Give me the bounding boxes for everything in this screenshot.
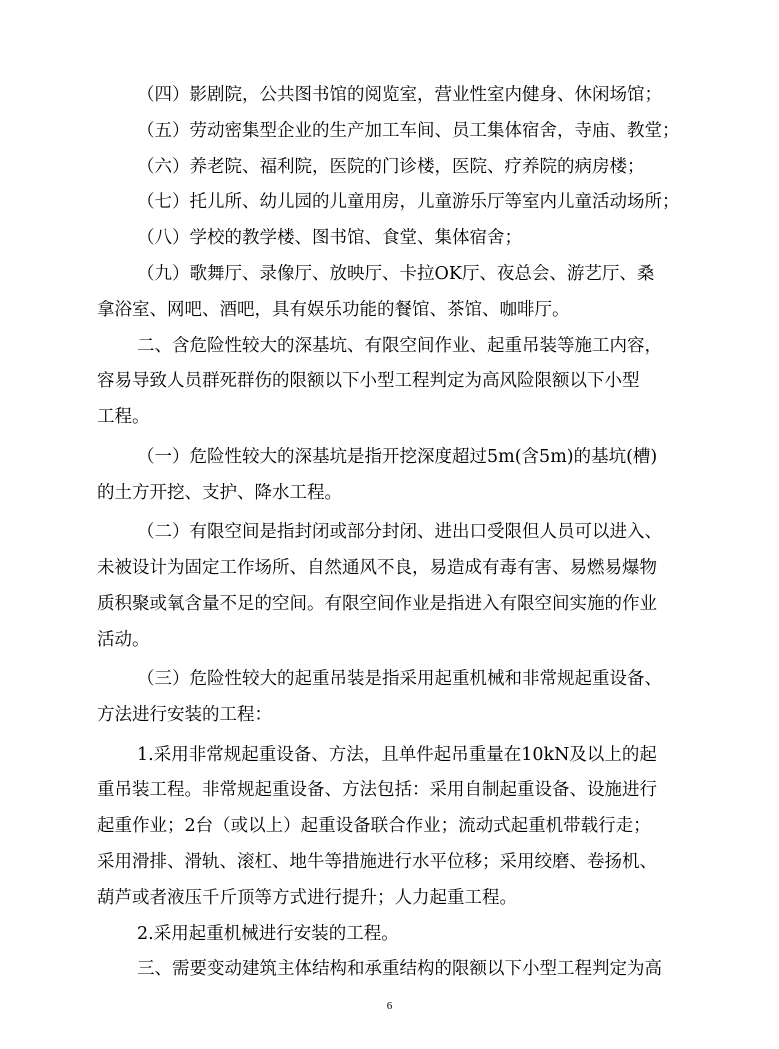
text-line: （七）托儿所、幼儿园的儿童用房，儿童游乐厅等室内儿童活动场所； xyxy=(137,192,680,213)
text-line: （九）歌舞厅、录像厅、放映厅、卡拉OK厅、夜总会、游艺厅、桑 xyxy=(137,263,655,284)
text-line: （三）危险性较大的起重吊装是指采用起重机械和非常规起重设备、 xyxy=(137,669,662,690)
text-line: 起重作业；2台（或以上）起重设备联合作业；流动式起重机带载行走； xyxy=(97,816,651,837)
text-line: 二、含危险性较大的深基坑、有限空间作业、起重吊装等施工内容， xyxy=(137,335,662,356)
text-line: （二）有限空间是指封闭或部分封闭、进出口受限但人员可以进入、 xyxy=(137,522,662,543)
body-text xyxy=(97,78,697,988)
text-line: 重吊装工程。非常规起重设备、方法包括：采用自制起重设备、设施进行 xyxy=(97,780,657,801)
text-line: 1.采用非常规起重设备、方法，且单件起吊重量在10kN及以上的起 xyxy=(137,744,657,765)
text-line: 拿浴室、网吧、酒吧，具有娱乐功能的餐馆、茶馆、咖啡厅。 xyxy=(97,299,570,320)
text-line: 活动。 xyxy=(97,629,150,650)
text-line: 未被设计为固定工作场所、自然通风不良，易造成有毒有害、易燃易爆物 xyxy=(97,557,657,578)
text-line: 采用滑排、滑轨、滚杠、地牛等措施进行水平位移；采用绞磨、卷扬机、 xyxy=(97,851,657,872)
text-line: 工程。 xyxy=(97,407,150,428)
text-line: 容易导致人员群死群伤的限额以下小型工程判定为高风险限额以下小型 xyxy=(97,371,640,392)
text-line: （一）危险性较大的深基坑是指开挖深度超过5m(含5m)的基坑(槽) xyxy=(137,446,658,467)
text-line: （五）劳动密集型企业的生产加工车间、员工集体宿舍，寺庙、教堂； xyxy=(137,120,680,141)
text-line: （四）影剧院，公共图书馆的阅览室，营业性室内健身、休闲场馆； xyxy=(137,85,662,105)
text-line: （六）养老院、福利院，医院的门诊楼，医院、疗养院的病房楼； xyxy=(137,156,645,177)
text-line: 2.采用起重机械进行安装的工程。 xyxy=(137,923,399,944)
text-line: 方法进行安装的工程： xyxy=(97,704,272,725)
text-line: 三、需要变动建筑主体结构和承重结构的限额以下小型工程判定为高 xyxy=(137,959,662,980)
text-line: 质积聚或氧含量不足的空间。有限空间作业是指进入有限空间实施的作业 xyxy=(97,593,657,614)
text-line: 葫芦或者液压千斤顶等方式进行提升；人力起重工程。 xyxy=(97,887,517,908)
page-number: 6 xyxy=(386,1000,393,1012)
text-line: （八）学校的教学楼、图书馆、食堂、集体宿舍； xyxy=(137,228,522,249)
text-line: 的土方开挖、支护、降水工程。 xyxy=(97,482,342,503)
